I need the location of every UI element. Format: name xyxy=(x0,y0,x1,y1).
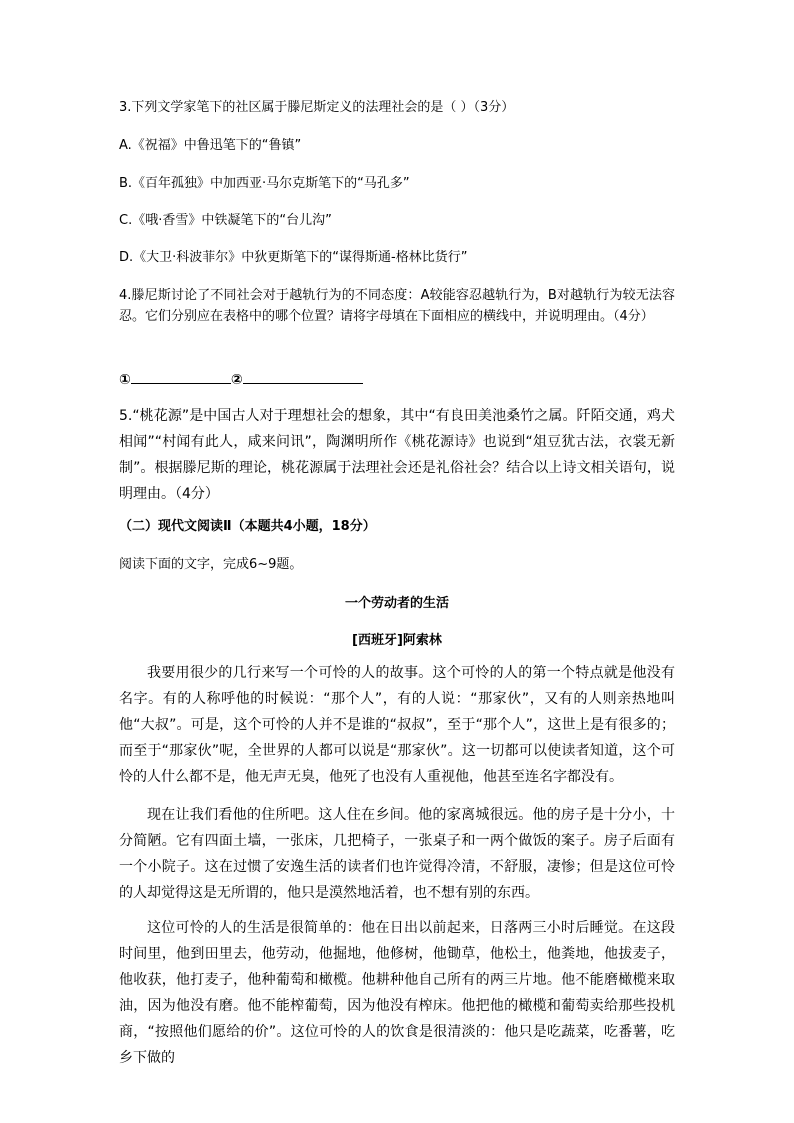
q3-option-c: C.《哦·香雪》中铁凝笔下的“台儿沟” xyxy=(119,213,332,228)
article-paragraph-3: 这位可怜的人的生活是很简单的：他在日出以前起来，日落两三小时后睡觉。在这段时间里，他到田里去，他劳动，他掘地，他修树，他锄草，他松土，他粪地，他拔麦子，他收获，他打麦子，他种葡萄和橄榄。他耕种他自己所有的两三片地。他不能磨橄榄来取油，因为他没有磨。他不能榨葡萄，因为他没有榨床。他把他的橄榄和葡萄卖给那些投机商，“按照他们愿给的价”。这位可怜的人的饮食是很清淡的：他只是吃蔬菜，吃番薯，吃乡下做的 xyxy=(119,920,675,1066)
answer-blank-2[interactable] xyxy=(243,371,363,384)
q3-option-a: A.《祝福》中鲁迅笔下的“鲁镇” xyxy=(119,138,302,153)
section2-instruction: 阅读下面的文字，完成6~9题。 xyxy=(119,557,303,572)
article-title: 一个劳动者的生活 xyxy=(344,596,449,611)
article-paragraph-2: 现在让我们看他的住所吧。这人住在乡间。他的家离城很远。他的房子是十分小，十分简陋。它有四面土墙，一张床，几把椅子，一张桌子和一两个做饭的案子。房子后面有一个小院子。这在过惯了安逸生活的读者们也许觉得冷清，不舒服，凄惨；但是这位可怜的人却觉得这是无所谓的，他只是漠然地活着，也不想有别的东西。 xyxy=(119,807,675,901)
answer-blank-1[interactable] xyxy=(131,371,231,384)
q3-option-b: B.《百年孤独》中加西亚·马尔克斯笔下的“马孔多” xyxy=(119,176,410,191)
q4-answer-blanks xyxy=(119,371,363,388)
q3-option-d: D.《大卫·科波菲尔》中狄更斯笔下的“谋得斯通-格林比货行” xyxy=(119,250,468,265)
q4-text: 4.滕尼斯讨论了不同社会对于越轨行为的不同态度：A较能容忍越轨行为，B对越轨行为较无法容忍。它们分别应在表格中的哪个位置？请将字母填在下面相应的横线中，并说明理由。（4分） xyxy=(119,288,675,324)
blank1-label: ① xyxy=(119,372,131,388)
article-paragraph-1: 我要用很少的几行来写一个可怜的人的故事。这个可怜的人的第一个特点就是他没有名字。有的人称呼他的时候说：“那个人”，有的人说：“那家伙”，又有的人则亲热地叫他“大叔”。可是，这个可怜的人并不是谁的“叔叔”，至于“那个人”，这世上是有很多的；而至于“那家伙”呢，全世界的人都可以说是“那家伙”。这一切都可以使读者知道，这个可怜的人什么都不是，他无声无臭，他死了也没有人重视他，他甚至连名字都没有。 xyxy=(119,665,675,785)
q5-text: 5.“桃花源”是中国古人对于理想社会的想象，其中“有良田美池桑竹之属。阡陌交通，鸡犬相闻”“村闻有此人，咸来问讯”，陶渊明所作《桃花源诗》也说到“俎豆犹古法，衣裳无新制”。根据滕尼斯的理论，桃花源属于法理社会还是礼俗社会？结合以上诗文相关语句，说明理由。（4分） xyxy=(119,408,675,502)
blank2-label: ② xyxy=(230,372,243,388)
article-author: [西班牙]阿索林 xyxy=(352,633,442,648)
q3-stem: 3.下列文学家笔下的社区属于滕尼斯定义的法理社会的是（ ）（3分） xyxy=(119,100,515,115)
section2-heading: （二）现代文阅读Ⅱ（本题共4小题，18分） xyxy=(119,519,376,534)
